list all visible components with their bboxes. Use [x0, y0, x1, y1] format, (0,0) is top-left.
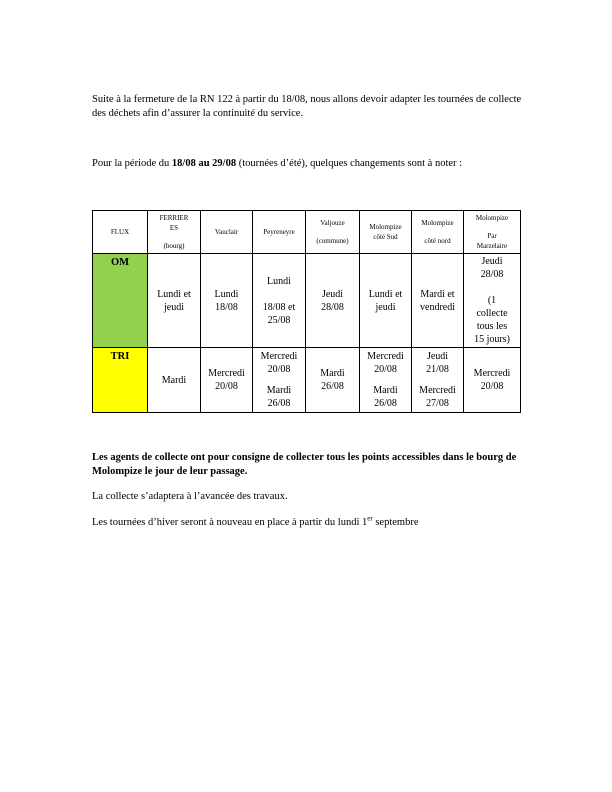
hiver-superscript: er: [367, 514, 373, 523]
tri-ferrieres: Mardi: [148, 348, 201, 413]
header-vauclair: Vauclair: [201, 211, 253, 254]
om-peyreneyre: Lundi 18/08 et 25/08: [253, 254, 306, 348]
tri-valjouze: Mardi 26/08: [306, 348, 360, 413]
period-prefix: Pour la période du: [92, 158, 172, 169]
consigne-paragraph: Les agents de collecte ont pour consigne de collecter tous les points accessibles dans le bourg de Molompize le jour de leur passage.: [92, 452, 517, 477]
tri-molompize-nord: Jeudi 21/08 Mercredi 27/08: [412, 348, 464, 413]
intro-paragraph: Suite à la fermeture de la RN 122 à partir du 18/08, nous allons devoir adapter les tournées de collecte des déchets afin d’assurer la continuité du service.: [92, 94, 522, 119]
header-molompize-sud: Molompize côté Sud: [360, 211, 412, 254]
collection-schedule-table: [92, 210, 521, 413]
om-molompize-sud: Lundi et jeudi: [360, 254, 412, 348]
tri-molompize-marzelaire: Mercredi 20/08: [464, 348, 521, 413]
om-ferrieres: Lundi et jeudi: [148, 254, 201, 348]
hiver-paragraph: [92, 516, 522, 530]
hiver-prefix: Les tournées d’hiver seront à nouveau en place à partir du lundi 1: [92, 517, 368, 528]
header-molompize-marzelaire: Molompize Par Marzelaire: [464, 211, 521, 254]
header-peyreneyre: Peyreneyre: [253, 211, 306, 254]
hiver-suffix: septembre: [372, 517, 419, 528]
period-suffix: (tournées d’été), quelques changements sont à noter :: [236, 158, 463, 169]
header-valjouze: Valjouze (commune): [306, 211, 360, 254]
table-row-om: [93, 254, 521, 348]
tri-molompize-sud: Mercredi 20/08 Mardi 26/08: [360, 348, 412, 413]
table-row-tri: [93, 348, 521, 413]
travaux-paragraph: La collecte s’adaptera à l’avancée des travaux.: [92, 491, 288, 502]
flux-om-label: OM: [93, 254, 148, 348]
om-vauclair: Lundi 18/08: [201, 254, 253, 348]
header-flux: FLUX: [93, 211, 148, 254]
header-molompize-nord: Molompize côté nord: [412, 211, 464, 254]
period-paragraph: [92, 157, 522, 171]
om-molompize-marzelaire: Jeudi 28/08 (1 collecte tous les 15 jours): [464, 254, 521, 348]
om-molompize-nord: Mardi et vendredi: [412, 254, 464, 348]
header-ferrieres: FERRIER ES (bourg): [148, 211, 201, 254]
tri-peyreneyre: Mercredi 20/08 Mardi 26/08: [253, 348, 306, 413]
om-valjouze: Jeudi 28/08: [306, 254, 360, 348]
flux-tri-label: TRI: [93, 348, 148, 413]
tri-vauclair: Mercredi 20/08: [201, 348, 253, 413]
period-dates: 18/08 au 29/08: [171, 158, 237, 169]
table-header-row: [93, 211, 521, 254]
